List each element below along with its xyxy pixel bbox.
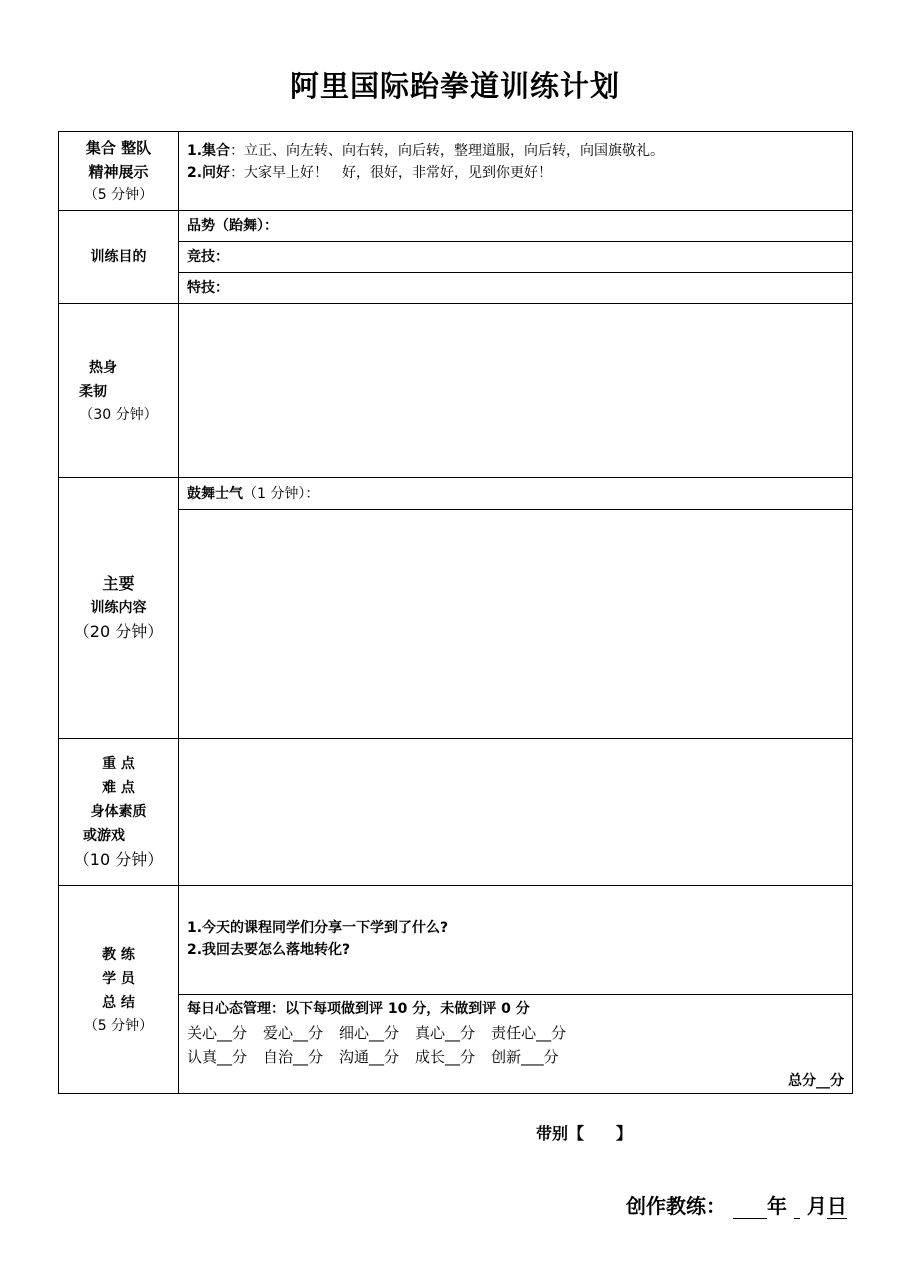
key-label-1: 重 点 bbox=[102, 756, 135, 772]
creator-signature-line bbox=[626, 1190, 847, 1219]
belt-field: 带别【 】 bbox=[536, 1124, 633, 1143]
main-body-row bbox=[59, 510, 853, 739]
key-row bbox=[59, 739, 853, 886]
summary-label-1: 教 练 bbox=[102, 946, 135, 963]
warmup-content-cell bbox=[179, 304, 853, 478]
creator-label: 创作教练： bbox=[626, 1194, 726, 1218]
key-label-4: 或游戏 bbox=[83, 828, 125, 844]
gather-line-1 bbox=[187, 140, 844, 162]
summary-questions-row bbox=[59, 886, 853, 995]
gather-content-cell bbox=[179, 132, 853, 211]
page-title: 阿里国际跆拳道训练计划 bbox=[289, 69, 620, 103]
goal-item-cell bbox=[179, 273, 853, 304]
summary-label-cell bbox=[59, 886, 179, 1094]
score-item: 沟通__分 bbox=[339, 1048, 400, 1066]
score-item: 爱心__分 bbox=[263, 1024, 324, 1042]
main-content-cell bbox=[179, 510, 853, 739]
key-label-3: 身体素质 bbox=[90, 804, 147, 820]
training-plan-table bbox=[58, 131, 853, 1094]
summary-duration: （5 分钟） bbox=[83, 1017, 154, 1034]
month-blank bbox=[794, 1198, 800, 1219]
summary-label-2: 学 员 bbox=[102, 970, 135, 987]
main-header-row bbox=[59, 478, 853, 510]
main-duration: （20 分钟） bbox=[73, 622, 164, 641]
gather-line-2-prefix: 2.问好 bbox=[187, 165, 231, 181]
summary-question-2: 2.我回去要怎么落地转化? bbox=[187, 942, 351, 958]
mindset-cell bbox=[179, 995, 853, 1094]
gather-line-1-text: ：立正、向左转、向右转，向后转，整理道服，向后转，向国旗敬礼。 bbox=[230, 143, 665, 159]
goal-item-sparring: 竞技： bbox=[187, 249, 229, 265]
gather-line-1-prefix: 1.集合 bbox=[187, 143, 231, 159]
mindset-row bbox=[59, 995, 853, 1094]
main-label-cell bbox=[59, 478, 179, 739]
score-item: 细心__分 bbox=[339, 1024, 400, 1042]
goal-item-poomsae: 品势（跆舞）： bbox=[187, 218, 278, 234]
warmup-label-2: 柔韧 bbox=[79, 383, 107, 400]
summary-questions-cell bbox=[179, 886, 853, 995]
warmup-label-1: 热身 bbox=[89, 359, 117, 376]
year-label: 年 bbox=[766, 1194, 787, 1218]
goal-label: 训练目的 bbox=[90, 249, 147, 265]
goal-row-1 bbox=[59, 211, 853, 242]
key-content-cell bbox=[179, 739, 853, 886]
morale-label: 鼓舞士气 bbox=[187, 485, 243, 502]
goal-item-cell bbox=[179, 242, 853, 273]
summary-label-3: 总 结 bbox=[102, 994, 135, 1011]
warmup-label-cell bbox=[59, 304, 179, 478]
goal-item-cell bbox=[179, 211, 853, 242]
key-label-2: 难 点 bbox=[102, 780, 135, 796]
gather-label-1: 集合 整队 bbox=[85, 139, 152, 157]
day-label: 日 bbox=[826, 1194, 847, 1218]
morale-cell bbox=[179, 478, 853, 510]
goal-label-cell bbox=[59, 211, 179, 304]
score-item: 关心__分 bbox=[187, 1024, 248, 1042]
gather-duration: （5 分钟） bbox=[83, 187, 154, 203]
total-score: 总分__分 bbox=[788, 1073, 844, 1089]
gather-row bbox=[59, 132, 853, 211]
score-item: 创新___分 bbox=[491, 1048, 559, 1066]
key-duration: （10 分钟） bbox=[73, 850, 164, 869]
goal-row-2 bbox=[59, 242, 853, 273]
score-item: 真心__分 bbox=[415, 1024, 476, 1042]
goal-item-stunt: 特技： bbox=[187, 280, 229, 296]
gather-label-cell bbox=[59, 132, 179, 211]
score-item: 自治__分 bbox=[263, 1048, 324, 1066]
mindset-scores-row-2 bbox=[187, 1045, 844, 1069]
mindset-title: 每日心态管理：以下每项做到评 10 分，未做到评 0 分 bbox=[187, 1001, 530, 1017]
main-label-1: 主要 bbox=[102, 574, 135, 593]
key-label-cell bbox=[59, 739, 179, 886]
morale-duration: （1 分钟）： bbox=[243, 485, 320, 502]
score-item: 成长__分 bbox=[415, 1048, 476, 1066]
mindset-scores-row-1 bbox=[187, 1021, 844, 1045]
main-label-2: 训练内容 bbox=[90, 600, 147, 616]
month-label: 月 bbox=[806, 1194, 827, 1218]
summary-question-1: 1.今天的课程同学们分享一下学到了什么? bbox=[187, 920, 449, 936]
year-blank bbox=[733, 1198, 767, 1219]
gather-line-2-text: ：大家早上好！ 好，很好，非常好，见到你更好！ bbox=[230, 165, 553, 181]
warmup-row bbox=[59, 304, 853, 478]
gather-label-2: 精神展示 bbox=[88, 163, 149, 181]
score-item: 认真__分 bbox=[187, 1048, 248, 1066]
goal-row-3 bbox=[59, 273, 853, 304]
score-item: 责任心__分 bbox=[491, 1024, 567, 1042]
warmup-duration: （30 分钟） bbox=[79, 406, 158, 423]
gather-line-2 bbox=[187, 162, 844, 184]
